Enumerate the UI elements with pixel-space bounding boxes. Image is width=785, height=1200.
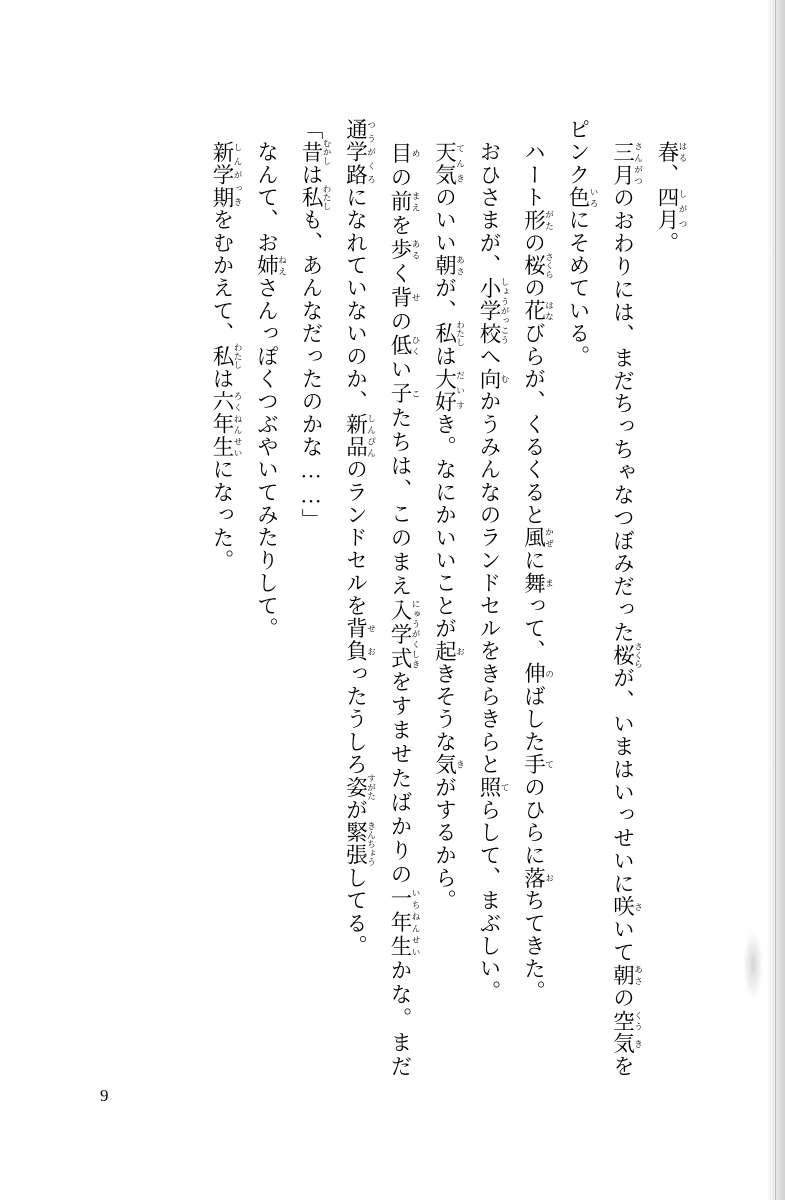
ruby-reading: ま (544, 571, 555, 595)
ruby-group: 色 いろ (566, 186, 599, 209)
page-edge-line (775, 0, 776, 1200)
page-scan-smudge (743, 930, 763, 1000)
ruby-group: 向 む (477, 367, 510, 391)
ruby-group: 姉 ねえ (254, 254, 288, 277)
ruby-reading: がた (544, 208, 555, 232)
ruby-reading: だいす (455, 367, 466, 413)
page-edge-shading (759, 0, 785, 1200)
ruby-reading: の (544, 662, 555, 686)
ruby-group: 新品 しんぴん (343, 412, 377, 459)
ruby-group: 前 まえ (388, 190, 421, 215)
ruby-group: 咲 さ (610, 895, 644, 919)
ruby-reading: き (455, 753, 466, 776)
ruby-reading: こ (411, 382, 421, 406)
ruby-group: 天気 てんき (432, 140, 466, 187)
body-line: 三月 さんがつのおわりには、まだちっちゃなつぼみだった桜 さくらが、いまはいっせいに咲 さいて朝 あさの空 くう気 きをピンク色 いろにそめている。 (566, 118, 644, 1078)
ruby-reading: はな (544, 299, 555, 323)
ruby-group: 六年生 ろくねんせい (210, 390, 243, 459)
ruby-group: 春 はる (655, 140, 688, 164)
ruby-reading: ろくねんせい (233, 390, 243, 459)
ruby-reading: かぜ (544, 526, 555, 550)
ruby-group: 桜 さくら (521, 252, 555, 279)
ruby-group: 気 き (432, 753, 466, 776)
body-line: 天気 てんきのいい朝 あさが、私 わたしは大好 だいすき。なにかいいことが起 おきそうな気 きがするから。 (432, 140, 466, 912)
ruby-reading: いろ (589, 186, 599, 209)
ruby-group: 三月 さんがつ (610, 140, 644, 187)
ruby-reading: お (455, 639, 466, 663)
ruby-reading: しょうがっこう (500, 276, 510, 345)
ruby-group: 朝 あさ (610, 963, 644, 987)
ruby-reading: しんぴん (366, 412, 377, 459)
ruby-group: 落 お (521, 866, 555, 890)
ruby-reading: ある (411, 238, 421, 261)
ruby-group: 朝 あさ (432, 254, 466, 277)
ruby-reading: にゅうがくしき (411, 598, 421, 670)
ruby-group: 一年生 いちねんせい (388, 887, 421, 960)
ruby-reading: わたし (322, 184, 332, 211)
body-line: 「昔 むかしは私 わたしも、あんなだったのかな……」 (299, 118, 332, 532)
ruby-group: 入学式 にゅうがくしき (388, 598, 421, 671)
ruby-group: 私 わたし (299, 184, 332, 211)
ruby-reading: すがた (366, 774, 377, 801)
body-line: 目 めの前 まえを歩 あるく背 せの低 ひくい子 こたちは、このまえ入学式 にゅうがくしきをすませたばかりの一年生 いちねんせいかな。まだ通学路 つうがくろになれていないのか、新品 しんぴんのランドセルを背負 せおったうしろ姿 すがたが緊張 きんちょうしてる。 (343, 118, 421, 1078)
ruby-reading: きんちょう (366, 821, 377, 867)
ruby-reading: お (544, 866, 555, 890)
body-line: なんて、お姉 ねえさんっぽくつぶやいてみたりして。 (254, 118, 288, 640)
ruby-group: 私 わたし (432, 320, 466, 347)
ruby-group: 小学校 しょうがっこう (477, 276, 510, 345)
ruby-group: 緊張 きんちょう (343, 821, 377, 867)
ruby-group: 照 て (477, 775, 510, 799)
page-number: 9 (100, 1086, 109, 1105)
ruby-reading: はる (678, 140, 688, 164)
ruby-group: 背負 せお (343, 617, 377, 663)
ruby-group: 伸 の (521, 662, 555, 686)
ruby-reading: わたし (455, 320, 466, 347)
ruby-reading: き (633, 1032, 644, 1056)
ruby-reading: む (500, 367, 510, 391)
ruby-reading: ねえ (277, 254, 288, 277)
ruby-reading: まえ (411, 190, 421, 213)
ruby-reading: しがつ (678, 186, 688, 232)
ruby-reading: あさ (455, 254, 466, 277)
ruby-reading: て (500, 775, 510, 799)
ruby-group: 昔 むかし (299, 138, 332, 166)
ruby-group: 花 はな (521, 299, 555, 323)
body-line: おひさまが、小学校 しょうがっこうへ向 むかうみんなのランドセルをきらきらと照 てらして、まぶしい。 (477, 118, 510, 1003)
ruby-reading: さんがつ (633, 140, 644, 187)
ruby-group: 歩 ある (388, 238, 421, 263)
ruby-group: 姿 すがた (343, 774, 377, 801)
ruby-group: 子 こ (388, 382, 421, 407)
ruby-reading: てんき (455, 140, 466, 187)
ruby-reading: せお (366, 617, 377, 663)
ruby-group: 形 がた (521, 208, 555, 232)
ruby-reading: め (411, 142, 421, 165)
ruby-group: 空 くう (610, 1009, 644, 1033)
body-line: 新学期 しんがっきをむかえて、私 わたしは六年生 ろくねんせいになった。 (210, 140, 243, 572)
ruby-group: 新学期 しんがっき (210, 140, 243, 209)
ruby-group: 背 せ (388, 286, 421, 311)
ruby-group: 私 わたし (210, 343, 243, 370)
ruby-reading: せ (411, 286, 421, 309)
page-body-text (200, 118, 690, 1078)
ruby-group: 気 き (610, 1032, 644, 1056)
ruby-reading: つうがくろ (366, 118, 377, 187)
ruby-reading: むかし (322, 138, 332, 166)
ruby-group: 舞 ま (521, 571, 555, 595)
body-line: ハート形 がたの桜 さくらの花 はなびらが、くるくると風 かぜに舞 まって、伸 のばした手 てのひらに落 おちてきた。 (521, 118, 555, 1003)
body-line: 春 はる、四月 しがつ。 (655, 140, 688, 255)
ruby-reading: しんがっき (233, 140, 243, 209)
ruby-group: 風 かぜ (521, 526, 555, 550)
ruby-group: 起 お (432, 639, 466, 663)
ruby-group: 目 め (388, 142, 421, 167)
ruby-group: 大好 だいす (432, 367, 466, 413)
ruby-group: 低 ひく (388, 334, 421, 359)
ruby-reading: あさ (633, 963, 644, 987)
ruby-reading: さくら (544, 252, 555, 279)
ruby-group: 手 て (521, 753, 555, 776)
ruby-group: 桜 さくら (610, 641, 644, 669)
ruby-group: 四月 しがつ (655, 186, 688, 232)
ruby-reading: いちねんせい (411, 887, 421, 958)
ruby-reading: くう (633, 1009, 644, 1033)
ruby-reading: て (544, 753, 555, 776)
ruby-reading: さ (633, 895, 644, 918)
ruby-group: 通学路 つうがくろ (343, 118, 377, 187)
ruby-reading: わたし (233, 343, 243, 370)
ruby-reading: さくら (633, 641, 644, 669)
ruby-reading: ひく (411, 334, 421, 357)
